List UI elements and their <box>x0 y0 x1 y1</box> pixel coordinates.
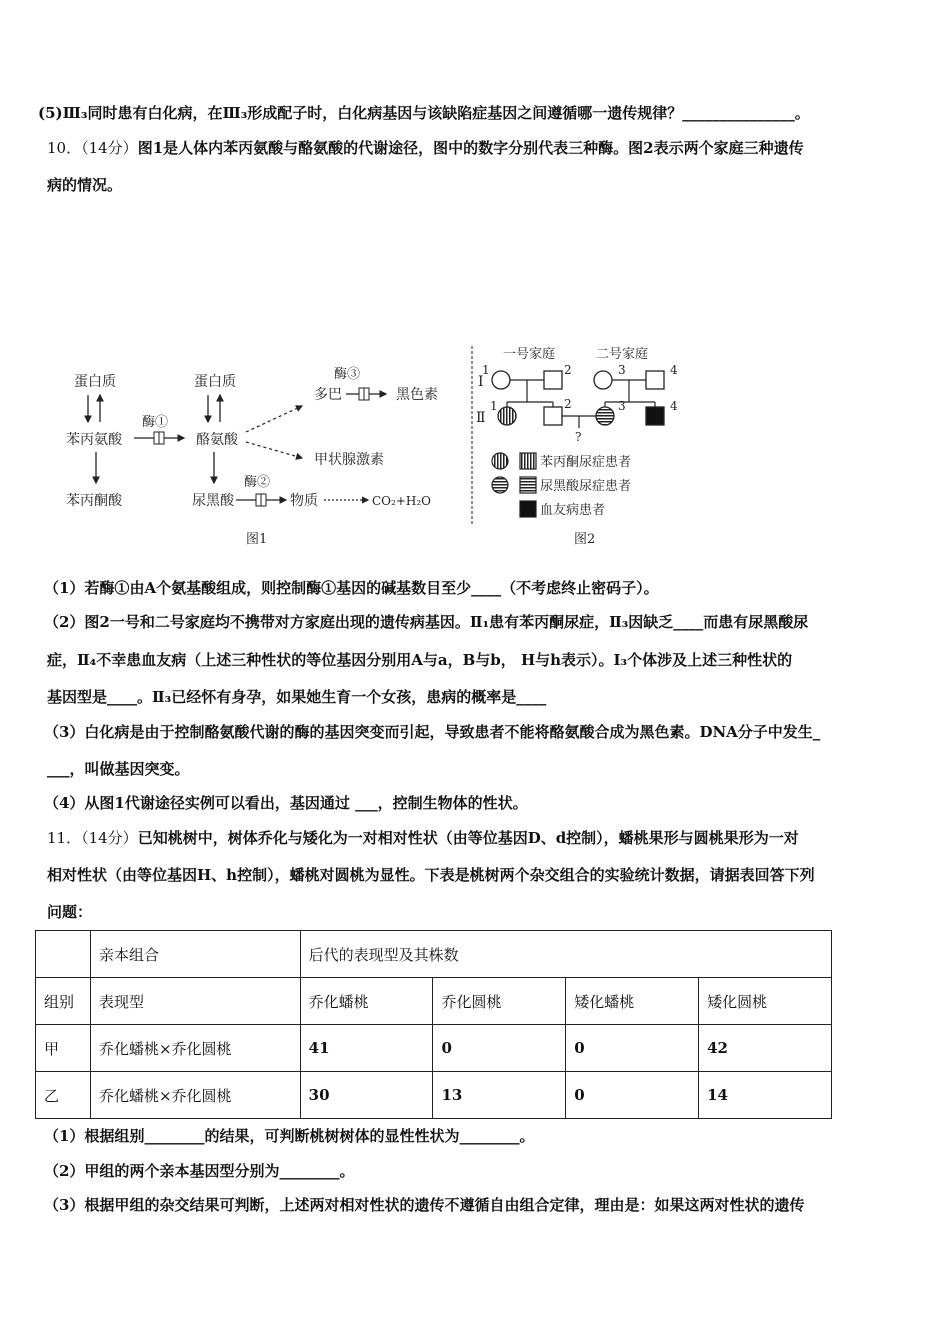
fig2-ii1-number: 1 <box>490 399 498 413</box>
table-cell-count: 0 <box>566 1025 699 1072</box>
table-col-group: 组别 <box>36 978 91 1025</box>
question-11-part1: （1）根据组别________的结果，可判断桃树树体的显性性状为________。 <box>44 1127 535 1145</box>
question-10-part2-line3: 基因型是____。Ⅱ₃已经怀有身孕，如果她生育一个女孩，患病的概率是____ <box>47 688 547 706</box>
fig1-dopa: 多巴 <box>314 387 342 403</box>
question-10-part2-line1: （2）图2一号和二号家庭均不携带对方家庭出现的遗传病基因。Ⅱ₁患有苯丙酮尿症，Ⅱ₃因缺乏____而患有尿黑酸尿 <box>44 613 809 631</box>
fig2-family2-i4-male <box>646 371 664 389</box>
fig1-caption: 图1 <box>246 532 268 547</box>
fig1-tyrosine: 酪氨酸 <box>196 432 238 448</box>
table-col-tall-round: 乔化圆桃 <box>433 978 566 1025</box>
fig2-i2-number: 2 <box>564 363 572 377</box>
legend-hemophilia-label: 血友病患者 <box>540 503 606 518</box>
fig2-i4-number: 4 <box>670 363 678 377</box>
table-header-empty <box>36 931 91 978</box>
question-10-stem-cont: 病的情况。 <box>47 176 123 194</box>
question-11-stem-line2: 相对性状（由等位基因H、h控制），蟠桃对圆桃为显性。下表是桃树两个杂交组合的实验统计数据，请据表回答下列 <box>47 866 815 884</box>
question-10-number <box>47 138 804 158</box>
question-11-stem-line3: 问题： <box>47 903 93 921</box>
fig2-i3-number: 3 <box>618 363 626 377</box>
fig1-phenylpyruvic-acid: 苯丙酮酸 <box>66 493 122 509</box>
fig2-family1-i1-female <box>492 371 510 389</box>
question-10-part4: （4）从图1代谢途径实例可以看出，基因通过 ___，控制生物体的性状。 <box>44 794 528 812</box>
question-10-label: 10．（14分） <box>47 139 138 157</box>
fig1-arrow-tyr-to-dopa <box>246 406 302 432</box>
table-cell-count: 41 <box>300 1025 433 1072</box>
table-header-offspring: 后代的表现型及其株数 <box>300 931 831 978</box>
table-header-parents: 亲本组合 <box>90 931 300 978</box>
fig1-co2-h2o: CO₂+H₂O <box>372 494 431 508</box>
fig2-ii4-number: 4 <box>670 399 678 413</box>
fig2-i1-number: 1 <box>482 363 490 377</box>
question-10-part3-line1: （3）白化病是由于控制酪氨酸代谢的酶的基因突变而引起，导致患者不能将酪氨酸合成为黑色素。DNA分子中发生_ <box>44 723 821 741</box>
table-cell-count: 30 <box>300 1072 433 1119</box>
fig2-gen2-label: Ⅱ <box>476 410 486 426</box>
legend-pku-male <box>520 453 536 469</box>
fig1-thyroxine: 甲状腺激素 <box>314 452 384 468</box>
legend-pku-label: 苯丙酮尿症患者 <box>540 455 632 470</box>
question-11-part3: （3）根据甲组的杂交结果可判断，上述两对相对性状的遗传不遵循自由组合定律，理由是：如果这两对性状的遗传 <box>44 1196 805 1214</box>
question-11-stem: 已知桃树中，树体乔化与矮化为一对相对性状（由等位基因D、d控制），蟠桃果形与圆桃果形为一对 <box>137 829 799 847</box>
table-header-row-2 <box>36 978 832 1025</box>
table-col-dwarf-flat: 矮化蟠桃 <box>566 978 699 1025</box>
table-row <box>36 1072 832 1119</box>
fig2-gen1-label: I <box>478 374 484 390</box>
table-cell-cross: 乔化蟠桃×乔化圆桃 <box>90 1025 300 1072</box>
question-10-part2-line2: 症，Ⅱ₄不幸患血友病（上述三种性状的等位基因分别用A与a，B与b， H与h表示）。I₃个体涉及上述三种性状的 <box>47 651 793 669</box>
legend-alkaptonuria-male <box>520 477 536 493</box>
fig1-enzyme3-label: 酶③ <box>334 367 361 382</box>
table-cell-group: 乙 <box>36 1072 91 1119</box>
table-cell-count: 13 <box>433 1072 566 1119</box>
metabolic-pedigree-figure <box>62 340 678 550</box>
legend-alkaptonuria-label: 尿黑酸尿症患者 <box>540 479 632 494</box>
table-cell-cross: 乔化蟠桃×乔化圆桃 <box>90 1072 300 1119</box>
fig1-substance: 物质 <box>290 493 318 509</box>
question-10-part3-line2: ___，叫做基因突变。 <box>47 760 190 778</box>
question-11-part2: （2）甲组的两个亲本基因型分别为________。 <box>44 1162 355 1180</box>
fig2-family1-i2-male <box>544 371 562 389</box>
fig1-enzyme1-label: 酶① <box>142 415 169 430</box>
legend-alkaptonuria-female <box>492 477 508 493</box>
fig2-ii2-number: 2 <box>564 397 572 411</box>
cross-results-table <box>35 930 832 1119</box>
question-10-stem: 图1是人体内苯丙氨酸与酪氨酸的代谢途径，图中的数字分别代表三种酶。图2表示两个家庭三种遗传 <box>137 139 804 157</box>
fig2-family2-ii4-hemophilia <box>646 407 664 425</box>
table-col-dwarf-round: 矮化圆桃 <box>699 978 832 1025</box>
fig1-melanin: 黑色素 <box>396 387 438 403</box>
table-col-phenotype: 表现型 <box>90 978 300 1025</box>
table-cell-count: 0 <box>566 1072 699 1119</box>
question-11-first-line <box>47 828 799 848</box>
fig2-caption: 图2 <box>574 532 596 547</box>
table-header-row-1 <box>36 931 832 978</box>
table-cell-count: 42 <box>699 1025 832 1072</box>
fig1-enzyme2-label: 酶② <box>244 475 271 490</box>
table-row <box>36 1025 832 1072</box>
question-11-label: 11．（14分） <box>47 829 138 847</box>
fig2-family1-ii1-affected <box>498 407 516 425</box>
question-9-part5: (5)Ⅲ₃同时患有白化病，在Ⅲ₃形成配子时，白化病基因与该缺陷症基因之间遵循哪一遗传规律？_______________。 <box>38 104 810 122</box>
question-10-part1: （1）若酶①由A个氨基酸组成，则控制酶①基因的碱基数目至少____（不考虑终止密码子）。 <box>44 579 659 597</box>
table-col-tall-flat: 乔化蟠桃 <box>300 978 433 1025</box>
fig2-family1-ii2-male <box>544 407 562 425</box>
fig1-arrow-tyr-to-thyroxine <box>246 442 302 458</box>
table-cell-count: 14 <box>699 1072 832 1119</box>
legend-pku-female <box>492 453 508 469</box>
fig2-family2-i3-female <box>594 371 612 389</box>
legend-hemophilia-male <box>520 501 536 517</box>
fig2-ii3-number: 3 <box>618 399 626 413</box>
fig1-homogentisic-acid: 尿黑酸 <box>192 493 234 509</box>
fig1-protein-left: 蛋白质 <box>74 374 116 390</box>
fig2-unborn-question: ? <box>575 430 582 444</box>
table-cell-count: 0 <box>433 1025 566 1072</box>
fig1-protein-right: 蛋白质 <box>194 374 236 390</box>
table-cell-group: 甲 <box>36 1025 91 1072</box>
fig2-family1-label: 一号家庭 <box>503 347 556 362</box>
fig2-family2-label: 二号家庭 <box>596 347 649 362</box>
fig2-family2-ii3-affected <box>596 407 614 425</box>
fig1-phenylalanine: 苯丙氨酸 <box>66 432 122 448</box>
